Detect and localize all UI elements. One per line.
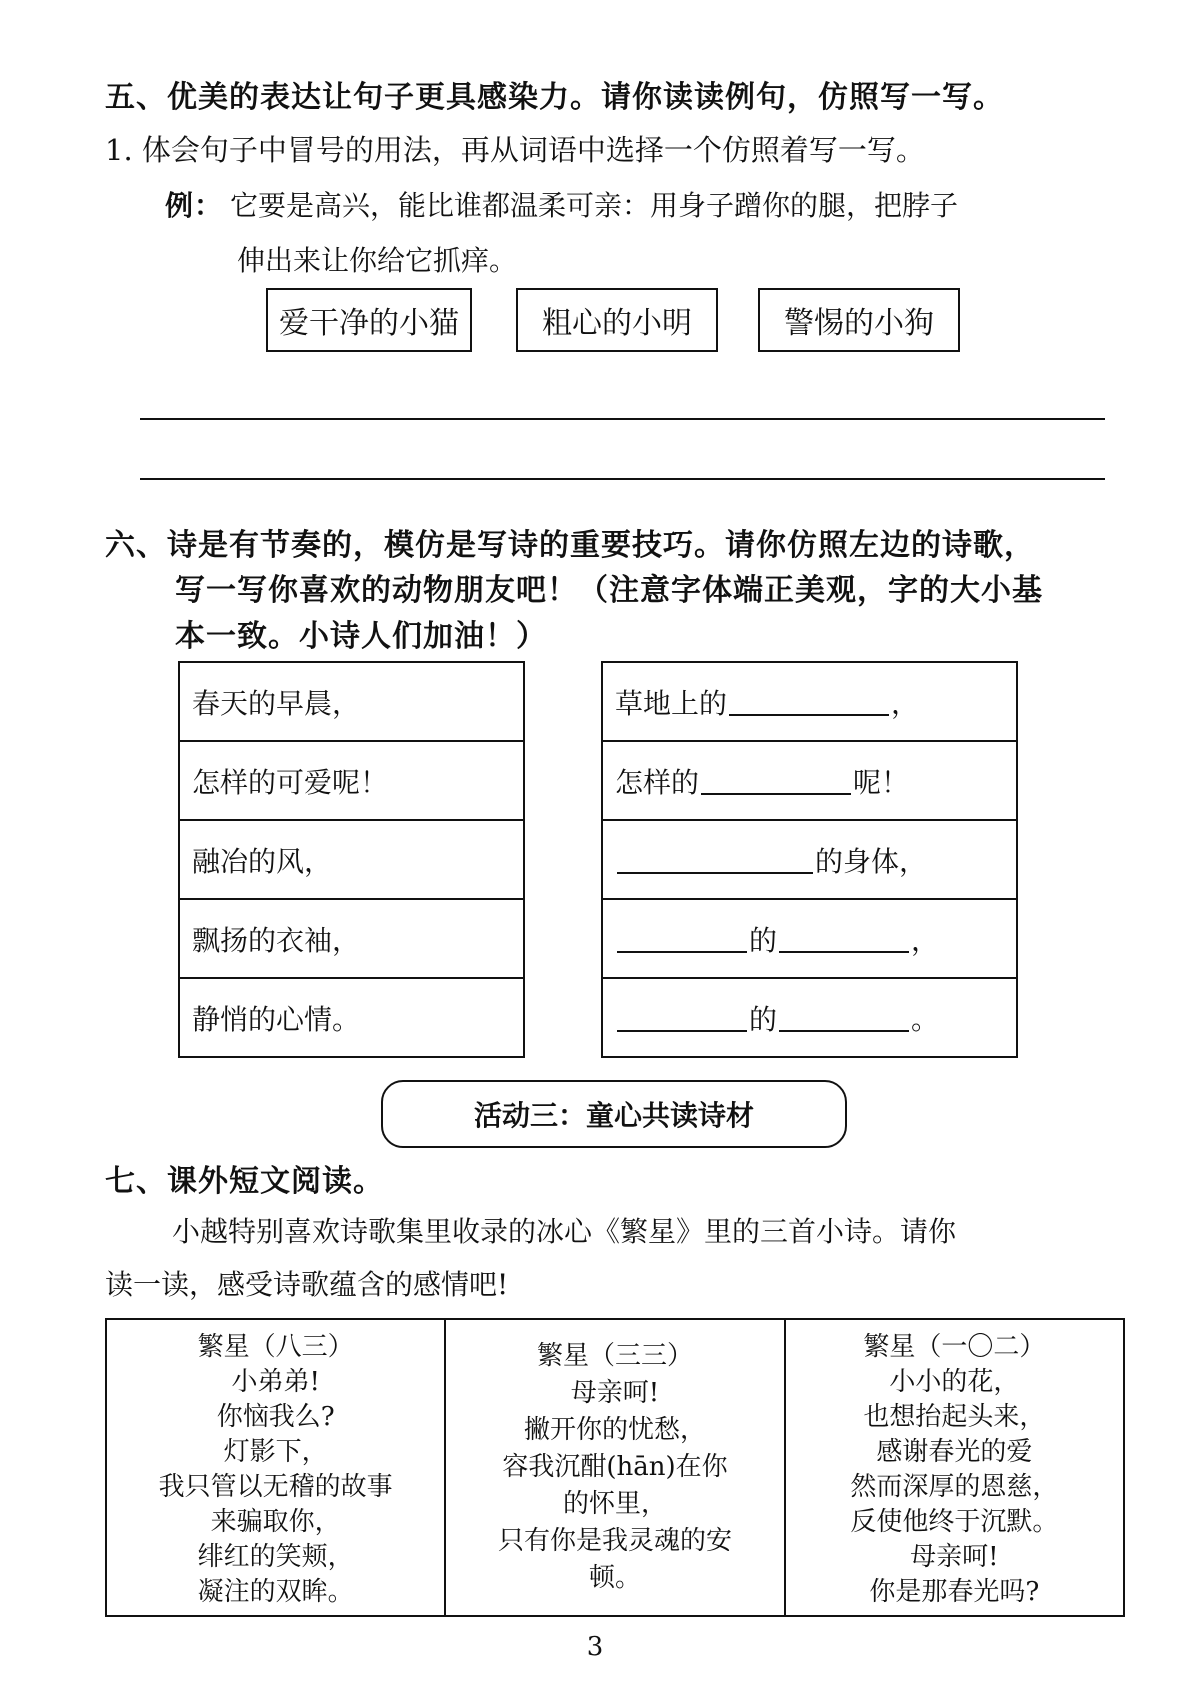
- section5-q1: 1. 体会句子中冒号的用法，再从词语中选择一个仿照着写一写。: [105, 133, 925, 167]
- left-poem-line: 静悄的心情。: [180, 979, 523, 1058]
- right-row2-text: 怎样的: [615, 765, 700, 799]
- poem-line: 容我沉酣(hān)在你: [502, 1452, 728, 1482]
- poem-line: 小小的花，: [889, 1367, 1020, 1397]
- poem-line: 凝注的双眸。: [197, 1577, 354, 1607]
- fill-blank[interactable]: [779, 925, 909, 953]
- poem-title: 繁星（八三）: [197, 1332, 354, 1362]
- left-poem-table: [178, 661, 525, 1058]
- poem-line: 撇开你的忧愁，: [523, 1415, 706, 1445]
- fill-blank[interactable]: [617, 1004, 747, 1032]
- poem-line: 小弟弟!: [231, 1367, 320, 1397]
- poem-line: 我只管以无稽的故事: [158, 1472, 393, 1502]
- poem-column-2: [446, 1320, 785, 1615]
- answer-line-1[interactable]: [140, 418, 1105, 420]
- example-line1: 它要是高兴，能比谁都温柔可亲：用身子蹭你的腿，把脖子: [230, 189, 959, 222]
- fill-blank[interactable]: [779, 1004, 909, 1032]
- poem-title: 繁星（一〇二）: [863, 1332, 1046, 1362]
- right-row4-end: ，: [911, 923, 940, 957]
- left-poem-line: 怎样的可爱呢！: [180, 742, 523, 821]
- poem-line: 你是那春光吗?: [869, 1577, 1040, 1607]
- poem-line: 来骗取你，: [210, 1507, 341, 1537]
- section7-title: 七、课外短文阅读。: [105, 1164, 384, 1199]
- poem-line: 也想抬起头来，: [863, 1402, 1046, 1432]
- poem-line: 母亲呵!: [570, 1378, 660, 1408]
- right-row5-end: 。: [911, 1002, 940, 1036]
- poem-line: 只有你是我灵魂的安: [497, 1526, 732, 1556]
- poem-line: 母亲呵!: [910, 1542, 999, 1572]
- example-label: 例：: [165, 189, 224, 222]
- right-poem-row-2: [603, 742, 1016, 821]
- poem-title: 繁星（三三）: [536, 1341, 693, 1371]
- poem-line: 反使他终于沉默。: [850, 1507, 1059, 1537]
- word-box-1: 爱干净的小猫: [266, 288, 472, 352]
- poem-line: 灯影下，: [223, 1437, 328, 1467]
- fill-blank[interactable]: [729, 688, 889, 716]
- section5-title: 五、优美的表达让句子更具感染力。请你读读例句，仿照写一写。: [105, 80, 1004, 115]
- poem-line: 的怀里，: [562, 1489, 667, 1519]
- section6-title-line2: 写一写你喜欢的动物朋友吧！（注意字体端正美观，字的大小基: [175, 573, 1043, 608]
- example-line2: 伸出来让你给它抓痒。: [237, 244, 518, 277]
- left-poem-line: 春天的早晨，: [180, 663, 523, 742]
- right-row5-mid: 的: [749, 1002, 778, 1036]
- poem-line: 你恼我么?: [216, 1402, 335, 1432]
- right-row2-end: 呢！: [853, 765, 910, 799]
- poem-line: 感谢春光的爱: [876, 1437, 1033, 1467]
- poem-column-3: [786, 1320, 1123, 1615]
- left-poem-line: 融冶的风，: [180, 821, 523, 900]
- right-row1-end: ，: [891, 686, 920, 720]
- right-row1-text: 草地上的: [615, 686, 728, 720]
- right-poem-row-4: [603, 900, 1016, 979]
- poem-column-1: [107, 1320, 446, 1615]
- fill-blank[interactable]: [617, 925, 747, 953]
- word-box-2: 粗心的小明: [516, 288, 718, 352]
- answer-line-2[interactable]: [140, 478, 1105, 480]
- fill-blank[interactable]: [617, 846, 813, 874]
- right-poem-row-3: [603, 821, 1016, 900]
- left-poem-line: 飘扬的衣袖，: [180, 900, 523, 979]
- poem-line: 绯红的笑颊，: [197, 1542, 354, 1572]
- activity-banner: 活动三：童心共读诗材: [381, 1080, 847, 1148]
- section6-title-line3: 本一致。小诗人们加油！）: [175, 619, 547, 654]
- word-box-3: 警惕的小狗: [758, 288, 960, 352]
- right-poem-row-1: [603, 663, 1016, 742]
- section6-title-line1: 六、诗是有节奏的，模仿是写诗的重要技巧。请你仿照左边的诗歌，: [105, 528, 1035, 563]
- poem-line: 顿。: [588, 1563, 641, 1593]
- right-row3-end: 的身体，: [815, 844, 928, 878]
- right-poem-table: [601, 661, 1018, 1058]
- fill-blank[interactable]: [701, 767, 851, 795]
- section7-intro-line2: 读一读，感受诗歌蕴含的感情吧!: [105, 1268, 509, 1301]
- page-number: 3: [586, 1632, 604, 1662]
- right-poem-row-5: [603, 979, 1016, 1058]
- poem-line: 然而深厚的恩慈，: [850, 1472, 1059, 1502]
- right-row4-mid: 的: [749, 923, 778, 957]
- poems-table: [105, 1318, 1125, 1617]
- section7-intro-line1: 小越特别喜欢诗歌集里收录的冰心《繁星》里的三首小诗。请你: [172, 1215, 957, 1248]
